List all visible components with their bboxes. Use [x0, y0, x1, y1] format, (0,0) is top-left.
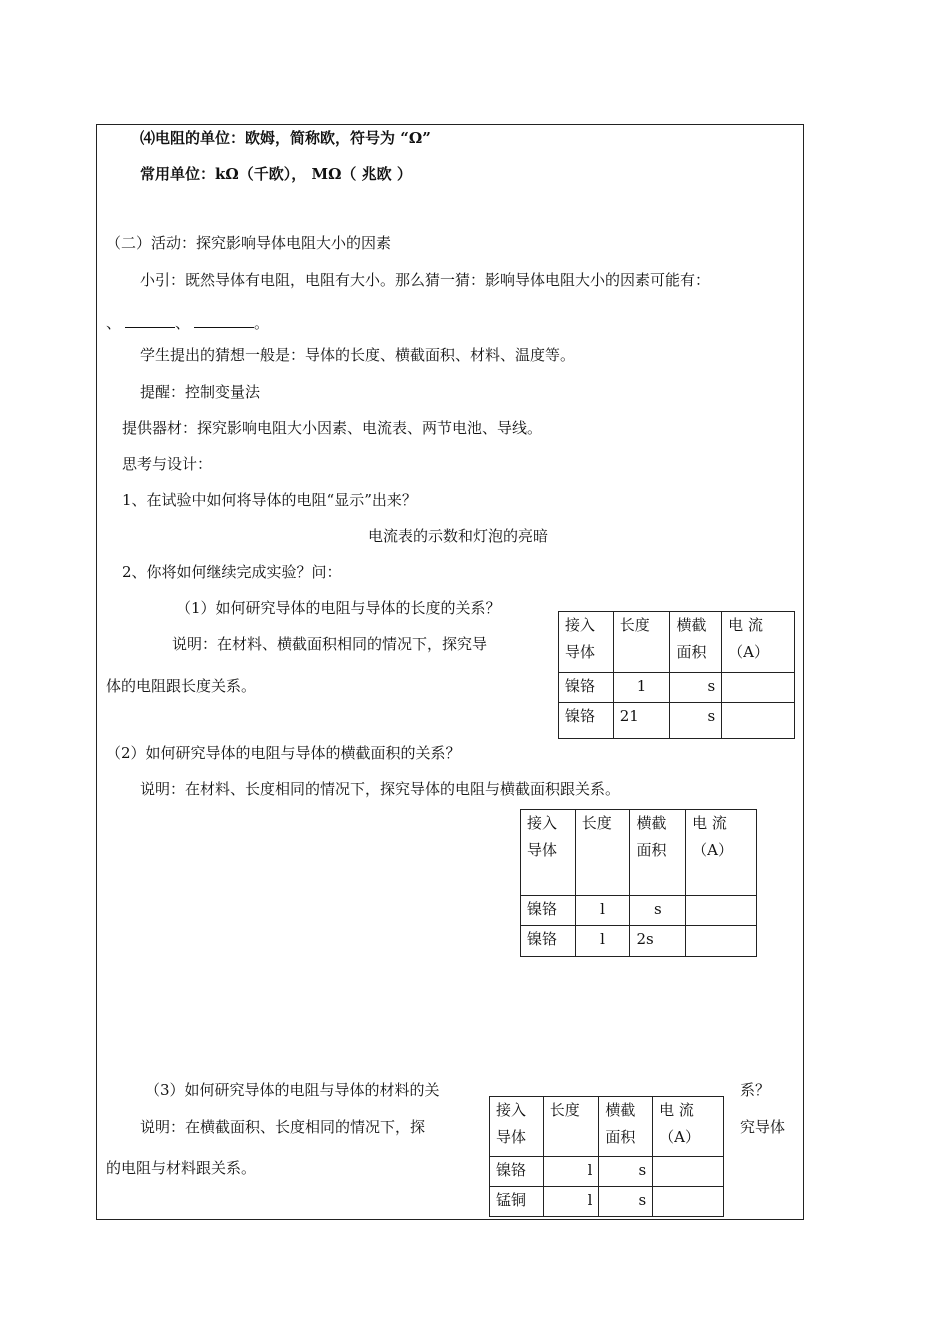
table-row [490, 1157, 724, 1187]
table-cell[interactable] [653, 1187, 724, 1217]
table-cell: 镍铬 [521, 926, 576, 957]
table-cell: 镍铬 [559, 703, 614, 739]
table-cell[interactable] [722, 673, 795, 703]
sub3-question-tail: 系？ [740, 1081, 771, 1099]
table-cell[interactable] [653, 1157, 724, 1187]
header-cell: 横截面积 [670, 612, 722, 673]
blank-separator: 、 [175, 314, 191, 332]
activity-title: （二）活动：探究影响导体电阻大小的因素 [106, 234, 392, 252]
header-cell: 长度 [613, 612, 670, 673]
sub3-note: 说明：在横截面积、长度相同的情况下，探 [140, 1118, 426, 1136]
table-row [521, 896, 757, 926]
sub3-note-tail: 究导体 [740, 1118, 786, 1136]
table-cell[interactable] [686, 896, 757, 926]
table-header-row [559, 612, 795, 673]
sub3-question: （3）如何研究导体的电阻与导体的材料的关 [145, 1081, 440, 1099]
table-cell[interactable] [686, 926, 757, 957]
table-cell: s [599, 1157, 653, 1187]
table-cell: s [630, 896, 686, 926]
header-cell: 接入导体 [559, 612, 614, 673]
header-cell: 接入导体 [521, 810, 576, 896]
student-guess: 学生提出的猜想一般是：导体的长度、横截面积、材料、温度等。 [140, 346, 576, 364]
question-1: 1、在试验中如何将导体的电阻“显示”出来？ [122, 491, 417, 509]
unit-line-2: 常用单位：kΩ（千欧）， MΩ（ 兆欧 ） [140, 165, 412, 183]
blank-separator: 、 [106, 314, 122, 332]
sub2-question: （2）如何研究导体的电阻与导体的横截面积的关系？ [106, 744, 461, 762]
header-cell: 横截面积 [599, 1097, 653, 1157]
material-table [489, 1096, 724, 1217]
table-row [559, 673, 795, 703]
table-row [559, 703, 795, 739]
table-cell: s [670, 673, 722, 703]
table-cell: 1 [613, 673, 670, 703]
table-cell: s [599, 1187, 653, 1217]
table-cell: 2s [630, 926, 686, 957]
answer-1: 电流表的示数和灯泡的亮暗 [368, 527, 549, 545]
sub1-note-cont: 体的电阻跟长度关系。 [106, 677, 257, 695]
activity-intro: 小引：既然导体有电阻，电阻有大小。那么猜一猜：影响导体电阻大小的因素可能有： [140, 271, 711, 289]
blank-end: 。 [254, 314, 270, 332]
guess-blanks [106, 313, 269, 333]
table-cell: s [670, 703, 722, 739]
table-cell: l [543, 1187, 599, 1217]
table-cell: 21 [613, 703, 670, 739]
table-cell: 镍铬 [490, 1157, 544, 1187]
header-cell: 电 流（A） [653, 1097, 724, 1157]
table-header-row [521, 810, 757, 896]
sub3-note-cont: 的电阻与材料跟关系。 [106, 1159, 257, 1177]
area-table [520, 809, 757, 957]
table-cell: l [575, 926, 630, 957]
equipment: 提供器材：探究影响电阻大小因素、电流表、两节电池、导线。 [122, 419, 543, 437]
header-cell: 接入导体 [490, 1097, 544, 1157]
sub2-note: 说明：在材料、长度相同的情况下，探究导体的电阻与横截面积跟关系。 [140, 780, 621, 798]
blank-line[interactable] [125, 313, 175, 328]
sub1-note: 说明：在材料、横截面积相同的情况下，探究导 [172, 635, 488, 653]
question-2: 2、你将如何继续完成实验？问： [122, 563, 342, 581]
table-row [521, 926, 757, 957]
length-table [558, 611, 795, 739]
table-cell: l [575, 896, 630, 926]
table-cell: 锰铜 [490, 1187, 544, 1217]
blank-line[interactable] [194, 313, 254, 328]
sub1-question: （1）如何研究导体的电阻与导体的长度的关系？ [176, 599, 501, 617]
header-cell: 长度 [575, 810, 630, 896]
table-row [490, 1187, 724, 1217]
header-cell: 长度 [543, 1097, 599, 1157]
header-cell: 电 流（A） [686, 810, 757, 896]
table-cell: 镍铬 [521, 896, 576, 926]
think-design: 思考与设计： [122, 455, 213, 473]
header-cell: 电 流（A） [722, 612, 795, 673]
hint: 提醒：控制变量法 [140, 383, 261, 401]
table-cell[interactable] [722, 703, 795, 739]
unit-line-1: ⑷电阻的单位：欧姆，简称欧，符号为 “Ω” [140, 129, 431, 147]
header-cell: 横截面积 [630, 810, 686, 896]
table-header-row [490, 1097, 724, 1157]
table-cell: 镍铬 [559, 673, 614, 703]
table-cell: l [543, 1157, 599, 1187]
